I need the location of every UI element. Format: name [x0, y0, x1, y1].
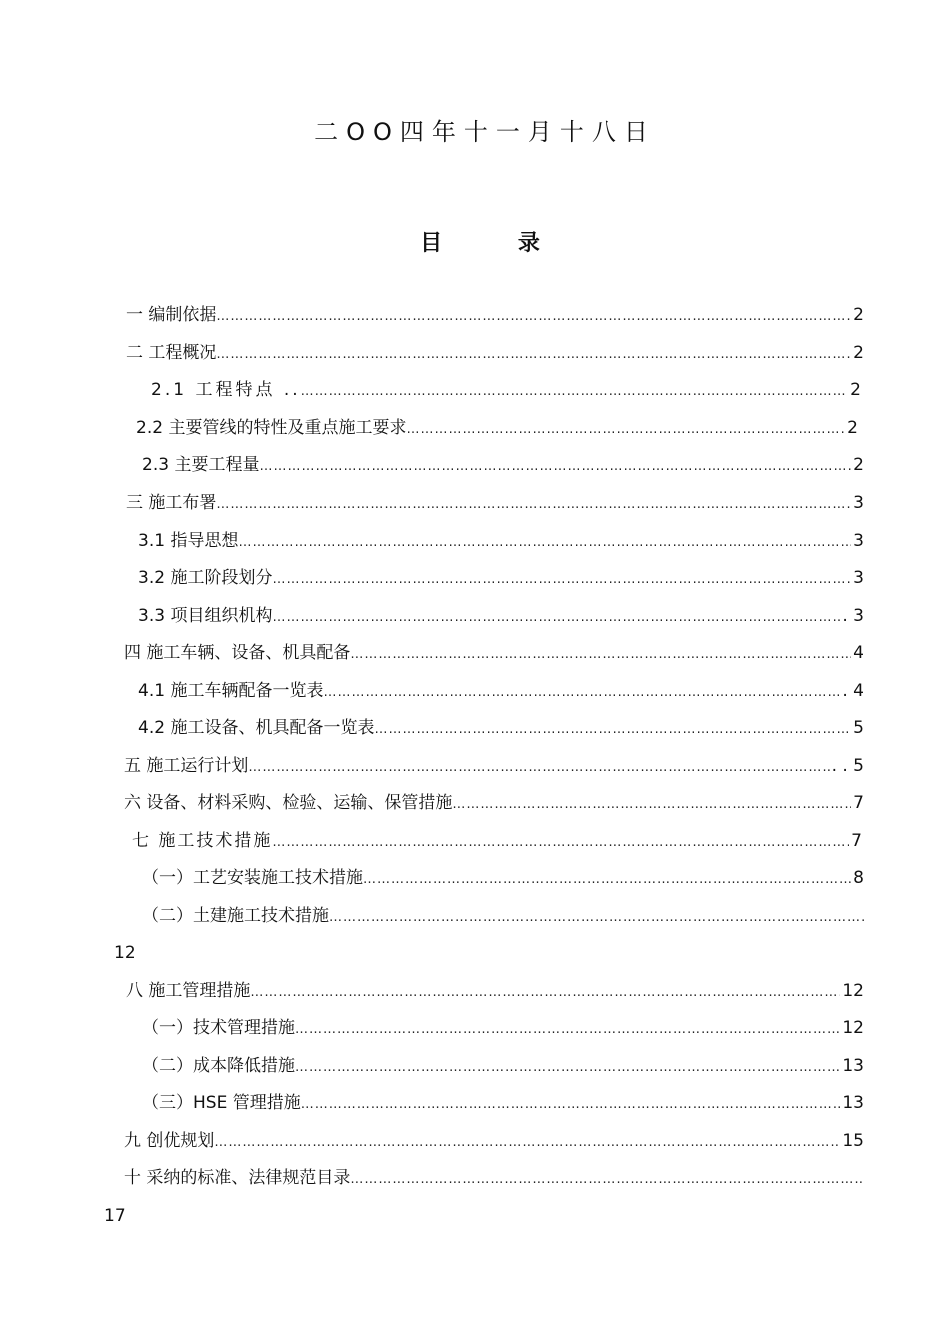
- dot-leader: [272, 566, 851, 594]
- dot-leader: [350, 641, 851, 669]
- toc-entry-label: 八 施工管理措施: [126, 981, 251, 1001]
- toc-entry-page: 7: [853, 793, 864, 813]
- toc-entry-page: 17: [104, 1206, 126, 1226]
- dot-leader: [272, 829, 849, 857]
- toc-entry-label: 4.2 施工设备、机具配备一览表: [138, 718, 375, 738]
- dot-leader: [323, 679, 840, 707]
- toc-entry-label: 一 编制依据: [126, 305, 217, 325]
- toc-entry-page: 4: [853, 643, 864, 663]
- toc-entry-label: 三 施工布署: [126, 493, 217, 513]
- toc-entry[interactable]: [142, 864, 864, 892]
- dot-leader: [214, 1129, 840, 1157]
- toc-entry[interactable]: [142, 1014, 864, 1042]
- toc-entry-label: 二 工程概况: [126, 343, 217, 363]
- toc-entry[interactable]: [138, 564, 864, 592]
- dot-leader: [259, 453, 851, 481]
- dot-leader: [248, 754, 829, 782]
- toc-entry-label: 4.1 施工车辆配备一览表: [138, 681, 324, 701]
- dot-leader: [295, 1054, 840, 1082]
- dot-leader: [301, 1091, 841, 1119]
- toc-entry-page: . 4: [842, 681, 864, 701]
- toc-entry-page: 15: [842, 1131, 864, 1151]
- toc-entry-page: . . 5: [831, 756, 864, 776]
- toc-entry-label: （三）HSE 管理措施: [142, 1093, 301, 1113]
- dot-leader: [250, 979, 840, 1007]
- dot-leader: [216, 491, 851, 519]
- toc-entry[interactable]: [151, 376, 864, 404]
- toc-entry[interactable]: [138, 527, 864, 555]
- toc-entry-page: 3: [853, 531, 864, 551]
- dot-leader: [295, 1016, 840, 1044]
- toc-title: 目 录: [420, 231, 540, 256]
- toc-entry[interactable]: [124, 789, 864, 817]
- toc-entry-page: 13: [842, 1093, 864, 1113]
- toc-entry-label: 四 施工车辆、设备、机具配备: [124, 643, 351, 663]
- dot-leader: [329, 904, 864, 932]
- toc-entry-label: （一）工艺安装施工技术措施: [142, 868, 363, 888]
- toc-entry[interactable]: [138, 714, 864, 742]
- toc-entry[interactable]: [132, 827, 864, 855]
- toc-entry-page: 2: [853, 343, 864, 363]
- toc-entry-page: 7: [851, 831, 864, 851]
- toc-entry-page: . 3: [842, 606, 864, 626]
- toc-entry-label: （二）土建施工技术措施: [142, 906, 329, 926]
- toc-entry-label: 九 创优规划: [124, 1131, 215, 1151]
- toc-entry-page: 12: [842, 1018, 864, 1038]
- toc-entry-label: 3.2 施工阶段划分: [138, 568, 273, 588]
- dot-leader: [301, 378, 849, 406]
- toc-entry-label: 七 施工技术措施: [132, 831, 273, 851]
- toc-entry-page: 13: [842, 1056, 864, 1076]
- dot-leader: [350, 1166, 864, 1194]
- toc-entry-label: （二）成本降低措施: [142, 1056, 295, 1076]
- toc-entry[interactable]: [142, 451, 864, 479]
- toc-entry[interactable]: [142, 1052, 864, 1080]
- document-date: 二OO四年十一月十八日: [314, 118, 656, 146]
- dot-leader: [272, 604, 840, 632]
- dot-leader: [216, 303, 851, 331]
- toc-entry-page: 8: [853, 868, 864, 888]
- toc-entry[interactable]: [138, 602, 864, 630]
- toc-entry[interactable]: [142, 902, 864, 930]
- toc-entry[interactable]: [126, 301, 864, 329]
- toc-entry-label: （一）技术管理措施: [142, 1018, 295, 1038]
- toc-entry-label: 3.3 项目组织机构: [138, 606, 273, 626]
- toc-entry-label: 五 施工运行计划: [124, 756, 249, 776]
- toc-entry-label: 十 采纳的标准、法律规范目录: [124, 1168, 351, 1188]
- dot-leader: [452, 791, 851, 819]
- toc-entry-label: 2.2 主要管线的特性及重点施工要求: [136, 418, 407, 438]
- dot-leader: [363, 866, 851, 894]
- toc-entry-label: 3.1 指导思想: [138, 531, 239, 551]
- toc-entry[interactable]: [126, 489, 864, 517]
- toc-entry-page: 2: [850, 380, 864, 400]
- dot-leader: [374, 716, 851, 744]
- toc-entry-page: 3: [853, 568, 864, 588]
- toc-entry[interactable]: [124, 1127, 864, 1155]
- toc-entry[interactable]: [124, 752, 864, 780]
- toc-entry-label: 2.3 主要工程量: [142, 455, 260, 475]
- dot-leader: [238, 529, 851, 557]
- toc-entry-page: 3: [853, 493, 864, 513]
- toc-entry[interactable]: [124, 1164, 864, 1192]
- dot-leader: [216, 341, 851, 369]
- toc-entry[interactable]: [142, 1089, 864, 1117]
- toc-entry-label: 2.1 工程特点 ..: [151, 380, 301, 400]
- toc-entry[interactable]: [126, 977, 864, 1005]
- toc-entry-label: 六 设备、材料采购、检验、运输、保管措施: [124, 793, 453, 813]
- toc-entry-page: 2: [853, 305, 864, 325]
- toc-entry-page: 2: [853, 455, 864, 475]
- toc-entry-page: 12: [842, 981, 864, 1001]
- dot-leader: [406, 416, 845, 444]
- toc-entry[interactable]: [126, 339, 864, 367]
- toc-entry[interactable]: [138, 677, 864, 705]
- toc-entry-page: 5: [853, 718, 864, 738]
- toc-entry-page: 12: [114, 943, 136, 963]
- toc-entry-page: 2: [847, 418, 858, 438]
- toc-entry[interactable]: [124, 639, 864, 667]
- toc-entry[interactable]: [136, 414, 858, 442]
